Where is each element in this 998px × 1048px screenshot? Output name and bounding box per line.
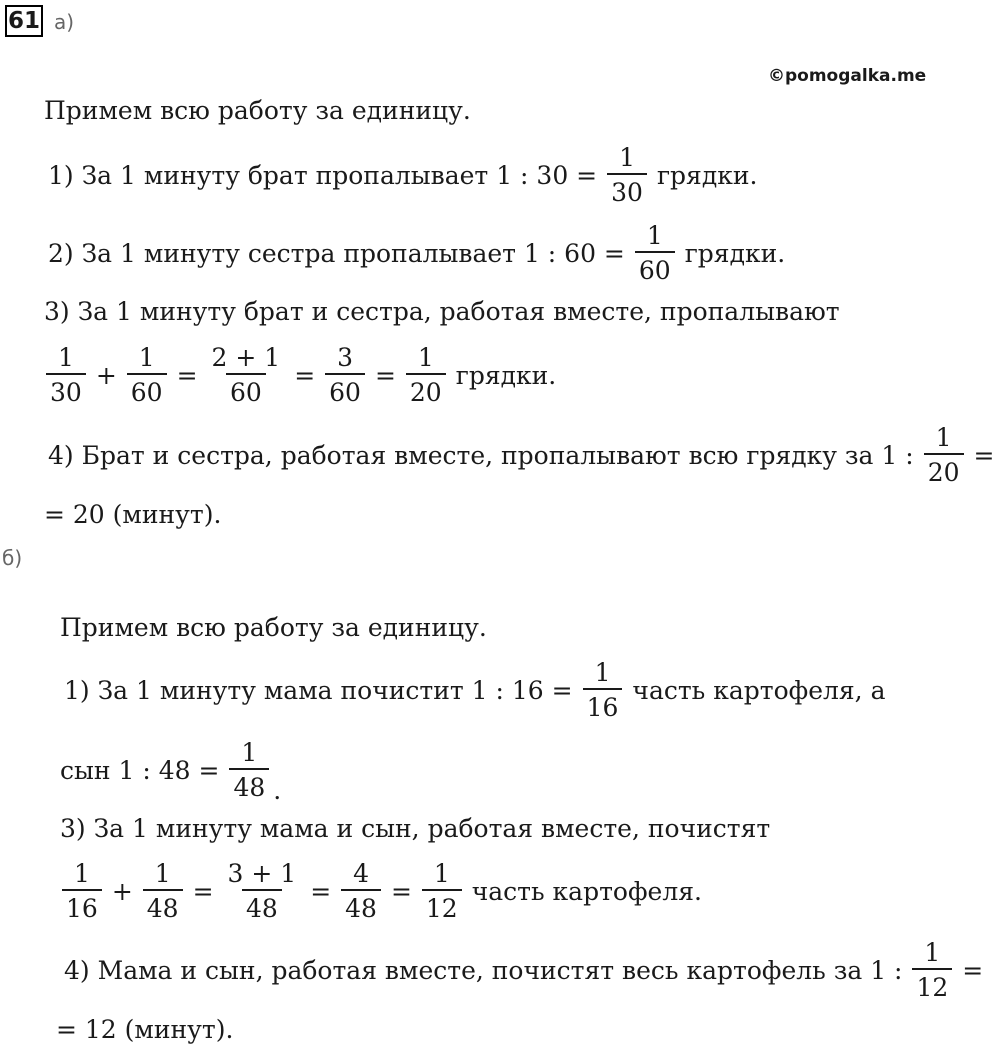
numerator: 1 [646,221,663,250]
part-b-step-4 [60,935,987,1005]
denominator: 30 [607,173,647,205]
fraction [127,345,167,405]
denominator: 60 [325,373,365,405]
part-a-intro: Примем всю работу за единицу. [44,96,471,125]
equals-sign: = [390,876,412,906]
denominator: 60 [635,251,675,283]
denominator: 16 [62,889,102,921]
step-text: сын 1 : 48 = [60,755,220,785]
numerator: 1 [57,343,74,372]
fraction [229,740,269,800]
part-a-step-2 [44,218,789,288]
equals-sign: = [973,440,995,470]
equals-sign: = [374,360,396,390]
numerator: 1 [73,859,90,888]
denominator: 20 [406,373,446,405]
numerator: 1 [619,143,635,172]
step-text: 4) Мама и сын, работая вместе, почистят весь картофель за 1 : [64,955,903,985]
equals-sign: = [310,876,332,906]
part-b-result: = 12 (минут). [56,1015,234,1044]
part-a-step-3-equation [40,340,560,410]
numerator: 3 [337,343,353,372]
fraction [635,223,675,283]
step-text: 2) За 1 минуту сестра пропалывает 1 : 60 = [48,238,625,268]
step-suffix: грядки. [684,238,786,268]
step-suffix: часть картофеля, а [632,675,886,705]
plus-sign: + [111,876,133,906]
numerator: 4 [353,859,369,888]
denominator: 60 [127,373,167,405]
denominator: 48 [143,889,183,921]
part-b-step-2 [56,735,285,805]
equals-sign: = [192,876,214,906]
denominator: 30 [46,373,86,405]
numerator: 1 [241,738,258,767]
part-a-step-1 [44,140,761,210]
fraction [224,861,301,921]
part-b-label: б) [2,546,23,570]
numerator: 1 [417,343,434,372]
numerator: 3 + 1 [227,859,297,888]
part-b-step-3-equation [56,856,706,926]
fraction [607,145,647,205]
step-text: 1) За 1 минуту брат пропалывает 1 : 30 = [48,160,598,190]
denominator: 12 [422,889,462,921]
part-b-intro: Примем всю работу за единицу. [60,613,487,642]
part-a-step-3-text: 3) За 1 минуту брат и сестра, работая вместе, пропалывают [44,297,840,326]
fraction [208,345,285,405]
step-suffix: грядки. [455,360,557,390]
fraction [422,861,462,921]
watermark: ©pomogalka.me [768,66,927,86]
numerator: 2 + 1 [211,343,281,372]
fraction [406,345,446,405]
fraction [912,940,952,1000]
numerator: 1 [594,658,611,687]
denominator: 48 [341,889,381,921]
fraction [325,345,365,405]
task-number: 61 [5,5,43,37]
part-a-result: = 20 (минут). [44,500,222,529]
numerator: 1 [138,343,155,372]
equals-sign: = [294,360,316,390]
fraction [46,345,86,405]
numerator: 1 [924,938,941,967]
denominator: 16 [583,688,623,720]
part-a-label: а) [54,10,75,34]
denominator: 12 [912,968,952,1000]
step-suffix: часть картофеля. [471,876,702,906]
fraction [62,861,102,921]
plus-sign: + [95,360,117,390]
fraction [583,660,623,720]
equals-sign: = [962,955,984,985]
step-suffix: . [273,776,282,805]
fraction [924,425,964,485]
denominator: 20 [924,453,964,485]
part-a-step-4 [44,420,998,490]
numerator: 1 [433,859,450,888]
part-b-step-1 [60,655,889,725]
denominator: 48 [242,889,282,921]
step-text: 1) За 1 минуту мама почистит 1 : 16 = [64,675,573,705]
equals-sign: = [176,360,198,390]
denominator: 60 [226,373,266,405]
numerator: 1 [935,423,952,452]
numerator: 1 [154,859,171,888]
part-b-step-3-text: 3) За 1 минуту мама и сын, работая вместе, почистят [60,814,771,843]
fraction [341,861,381,921]
step-suffix: грядки. [656,160,758,190]
step-text: 4) Брат и сестра, работая вместе, пропалывают всю грядку за 1 : [48,440,914,470]
denominator: 48 [229,768,269,800]
fraction [143,861,183,921]
